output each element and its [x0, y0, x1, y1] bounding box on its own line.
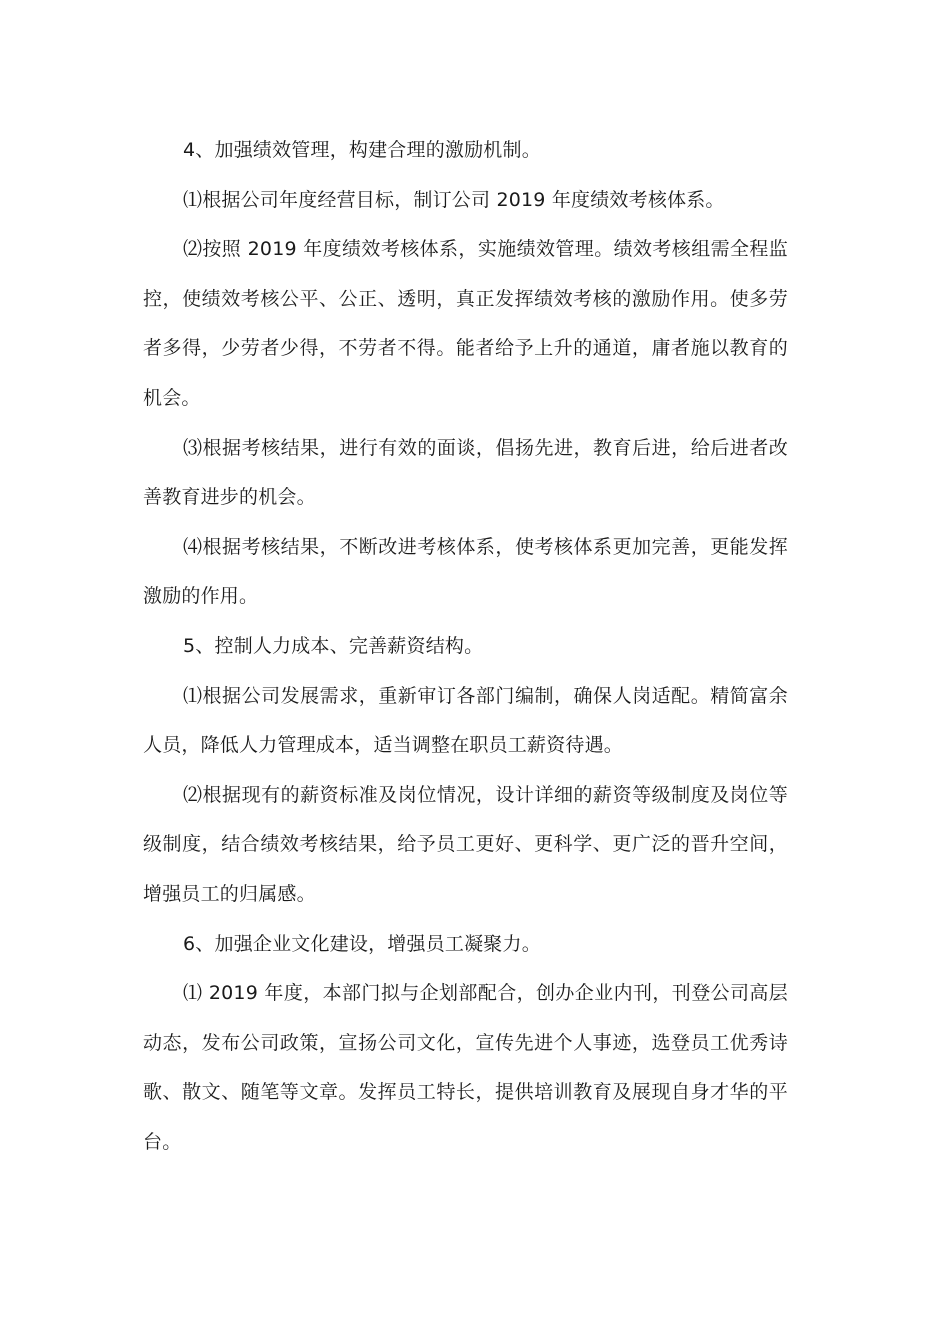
- section-heading-6: 6、加强企业文化建设，增强员工凝聚力。: [183, 932, 541, 955]
- section-heading-5: 5、控制人力成本、完善薪资结构。: [183, 634, 484, 657]
- paragraph-5-1: ⑴根据公司发展需求，重新审订各部门编制，确保人岗适配。精简富余人员，降低人力管理成本，适当调整在职员工薪资待遇。: [143, 684, 788, 757]
- paragraph-4-2: ⑵按照 2019 年度绩效考核体系，实施绩效管理。绩效考核组需全程监控，使绩效考核公平、公正、透明，真正发挥绩效考核的激励作用。使多劳者多得，少劳者少得，不劳者不得。能者给予上升的通道，庸者施以教育的机会。: [143, 238, 788, 409]
- paragraph-5-2: ⑵根据现有的薪资标准及岗位情况，设计详细的薪资等级制度及岗位等级制度，结合绩效考核结果，给予员工更好、更科学、更广泛的晋升空间，增强员工的归属感。: [143, 783, 788, 905]
- paragraph-4-1: ⑴根据公司年度经营目标，制订公司 2019 年度绩效考核体系。: [183, 188, 725, 211]
- paragraph-6-1: ⑴ 2019 年度，本部门拟与企划部配合，创办企业内刊，刊登公司高层动态，发布公司政策，宣扬公司文化，宣传先进个人事迹，选登员工优秀诗歌、散文、随笔等文章。发挥员工特长，提供培训教育及展现自身才华的平台。: [143, 982, 788, 1153]
- paragraph-4-4: ⑷根据考核结果，不断改进考核体系，使考核体系更加完善，更能发挥激励的作用。: [143, 535, 788, 608]
- paragraph-4-3: ⑶根据考核结果，进行有效的面谈，倡扬先进，教育后进，给后进者改善教育进步的机会。: [143, 436, 788, 509]
- document-body: [143, 126, 788, 1167]
- section-heading-4: 4、加强绩效管理，构建合理的激励机制。: [183, 139, 541, 161]
